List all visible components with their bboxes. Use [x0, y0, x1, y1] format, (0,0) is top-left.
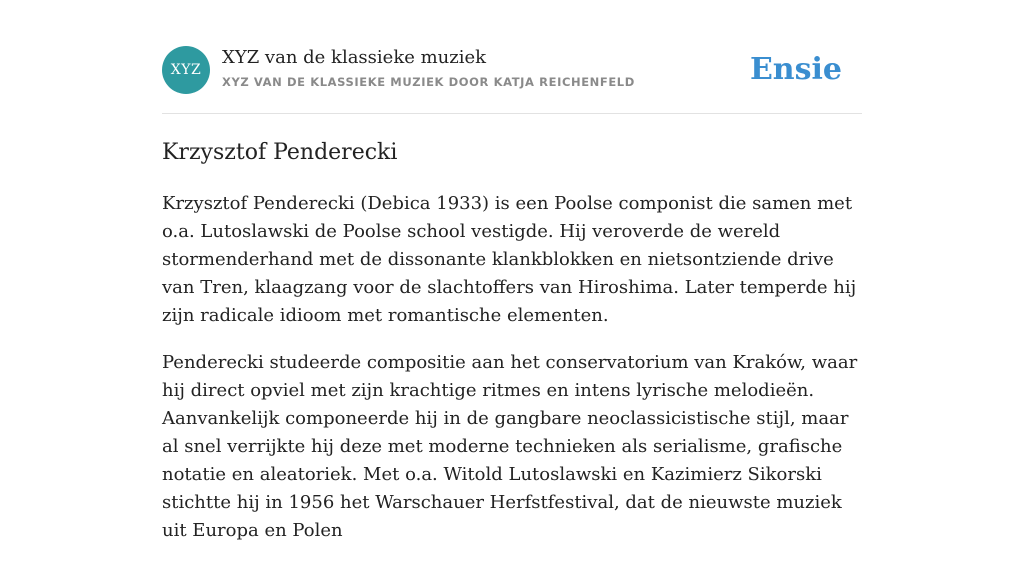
article-title: Krzysztof Penderecki — [162, 140, 398, 165]
source-title-link[interactable]: XYZ van de klassieke muziek — [222, 47, 487, 68]
article-paragraph-1: Krzysztof Penderecki (Debica 1933) is een Poolse componist die samen met o.a. Lutoslawski de Poolse school vestigde. Hij veroverde de wereld stormenderhand met de dissonante klankblokken en nietsontziende drive van Tren, klaagzang voor de slachtoffers van Hiroshima. Later temperde hij zijn radicale idioom met romantische elementen. — [162, 193, 857, 326]
article-paragraph-2: Penderecki studeerde compositie aan het conservatorium van Kraków, waar hij direct opviel met zijn krachtige ritmes en intens lyrische melodieën. Aanvankelijk componeerde hij in de gangbare neoclassicistische stijl, maar al snel verrijkte hij deze met moderne technieken als serialisme, grafische notatie en aleatoriek. Met o.a. Witold Lutoslawski en Kazimierz Sikorski stichtte hij in 1956 het Warschauer Herfstfestival, dat de nieuwste muziek uit Europa en Polen — [162, 352, 858, 541]
source-avatar[interactable]: XYZ — [162, 46, 210, 94]
source-header — [162, 46, 862, 114]
ensie-logo[interactable]: Ensie — [749, 52, 842, 87]
source-subtitle: XYZ VAN DE KLASSIEKE MUZIEK DOOR KATJA REICHENFELD — [222, 75, 635, 89]
article-body — [162, 190, 862, 564]
